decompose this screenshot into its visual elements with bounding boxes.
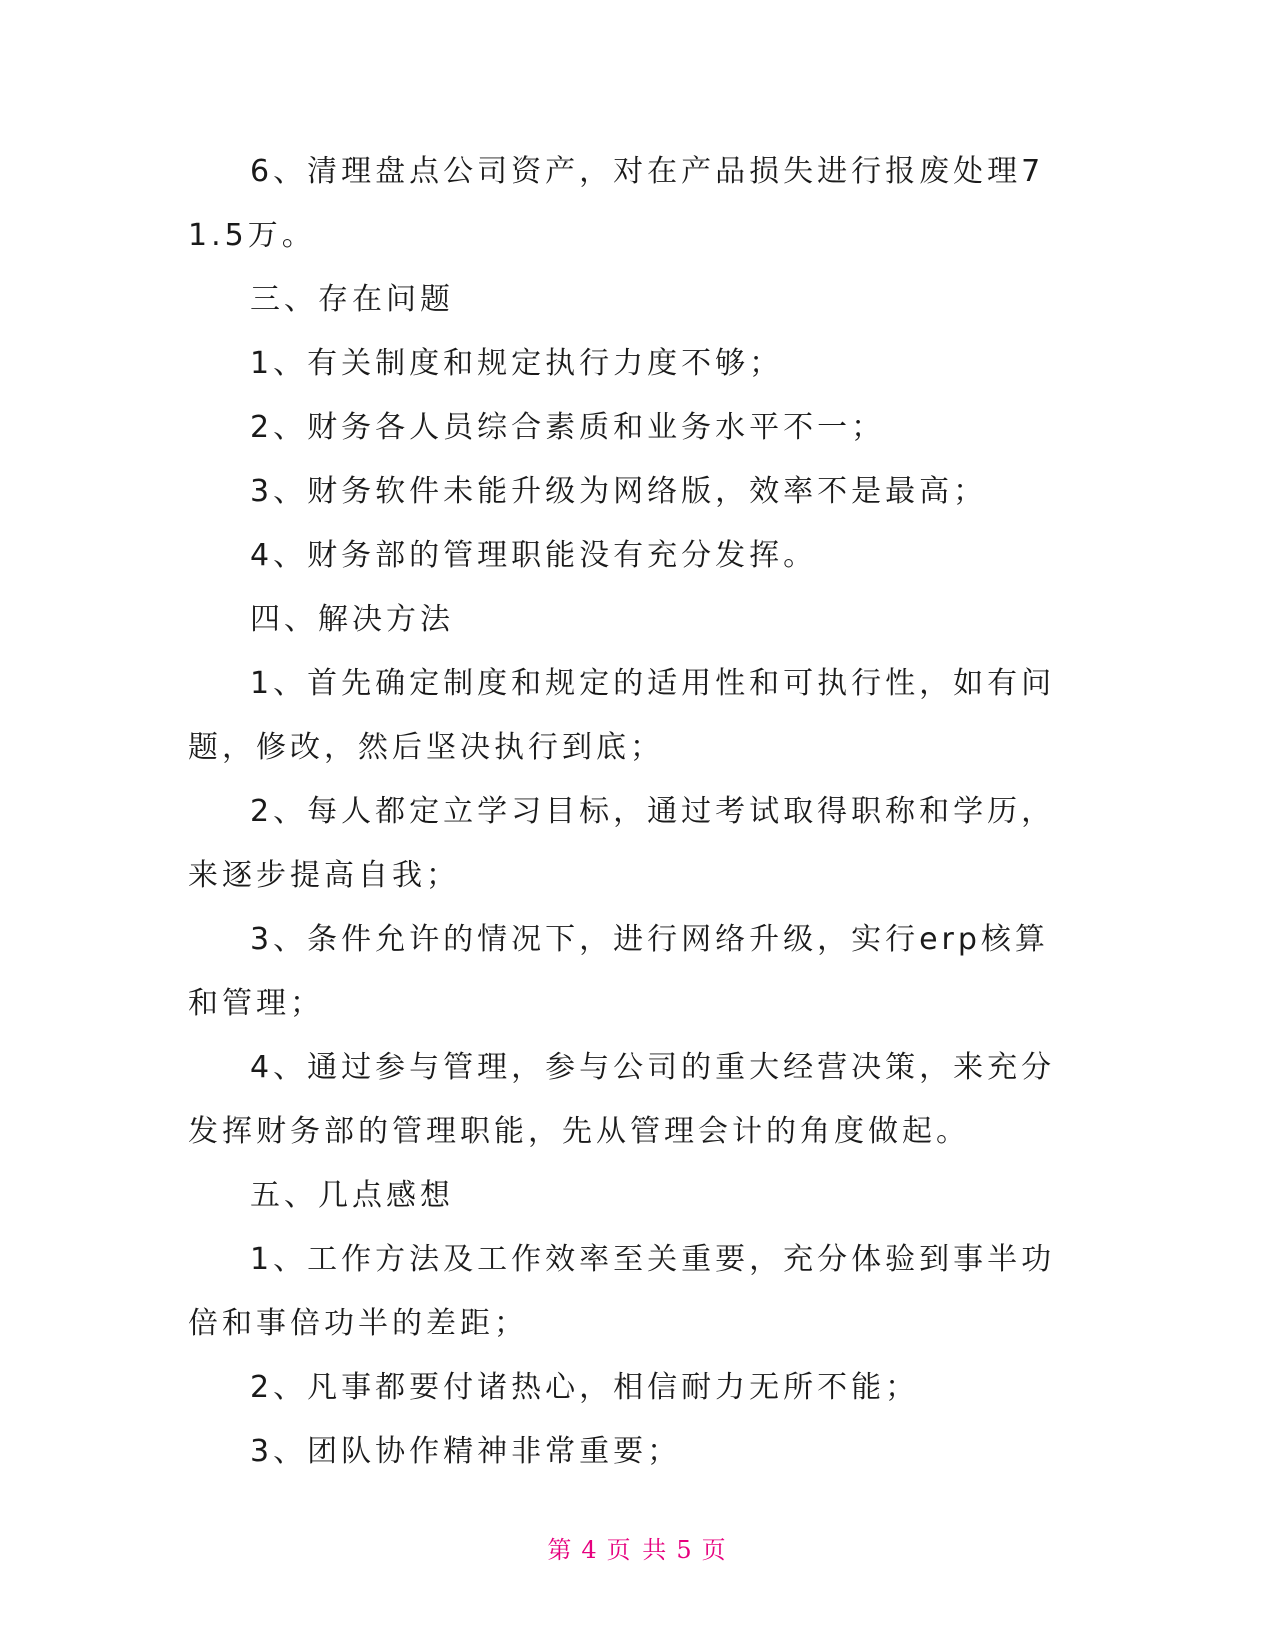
paragraph: 4、财务部的管理职能没有充分发挥。 [250, 538, 818, 573]
section-heading: 三、存在问题 [250, 282, 454, 317]
paragraph: 3、条件允许的情况下，进行网络升级，实行erp核算和管理； [188, 922, 1049, 1021]
paragraph: 3、团队协作精神非常重要； [250, 1434, 682, 1469]
paragraph: 1、有关制度和规定执行力度不够； [250, 346, 784, 381]
footer-prefix: 第 [547, 1536, 574, 1564]
current-page-number: 4 [581, 1536, 599, 1564]
paragraph: 2、凡事都要付诸热心，相信耐力无所不能； [250, 1370, 920, 1405]
section-heading: 四、解决方法 [250, 602, 454, 637]
paragraph: 6、清理盘点公司资产，对在产品损失进行报废处理71.5万。 [188, 154, 1045, 253]
paragraph: 1、工作方法及工作效率至关重要，充分体验到事半功倍和事倍功半的差距； [188, 1242, 1056, 1341]
page-footer [0, 1530, 1275, 1565]
paragraph: 3、财务软件未能升级为网络版，效率不是最高； [250, 474, 988, 509]
paragraph: 2、每人都定立学习目标，通过考试取得职称和学历，来逐步提高自我； [188, 794, 1056, 893]
footer-suffix: 页 [701, 1536, 728, 1564]
paragraph: 2、财务各人员综合素质和业务水平不一； [250, 410, 886, 445]
footer-middle: 页 共 [606, 1536, 669, 1564]
document-body [188, 140, 1078, 1484]
paragraph: 4、通过参与管理，参与公司的重大经营决策，来充分发挥财务部的管理职能，先从管理会计的角度做起。 [188, 1050, 1056, 1149]
paragraph: 1、首先确定制度和规定的适用性和可执行性，如有问题，修改，然后坚决执行到底； [188, 666, 1056, 765]
section-heading: 五、几点感想 [250, 1178, 454, 1213]
total-pages-number: 5 [676, 1536, 694, 1564]
